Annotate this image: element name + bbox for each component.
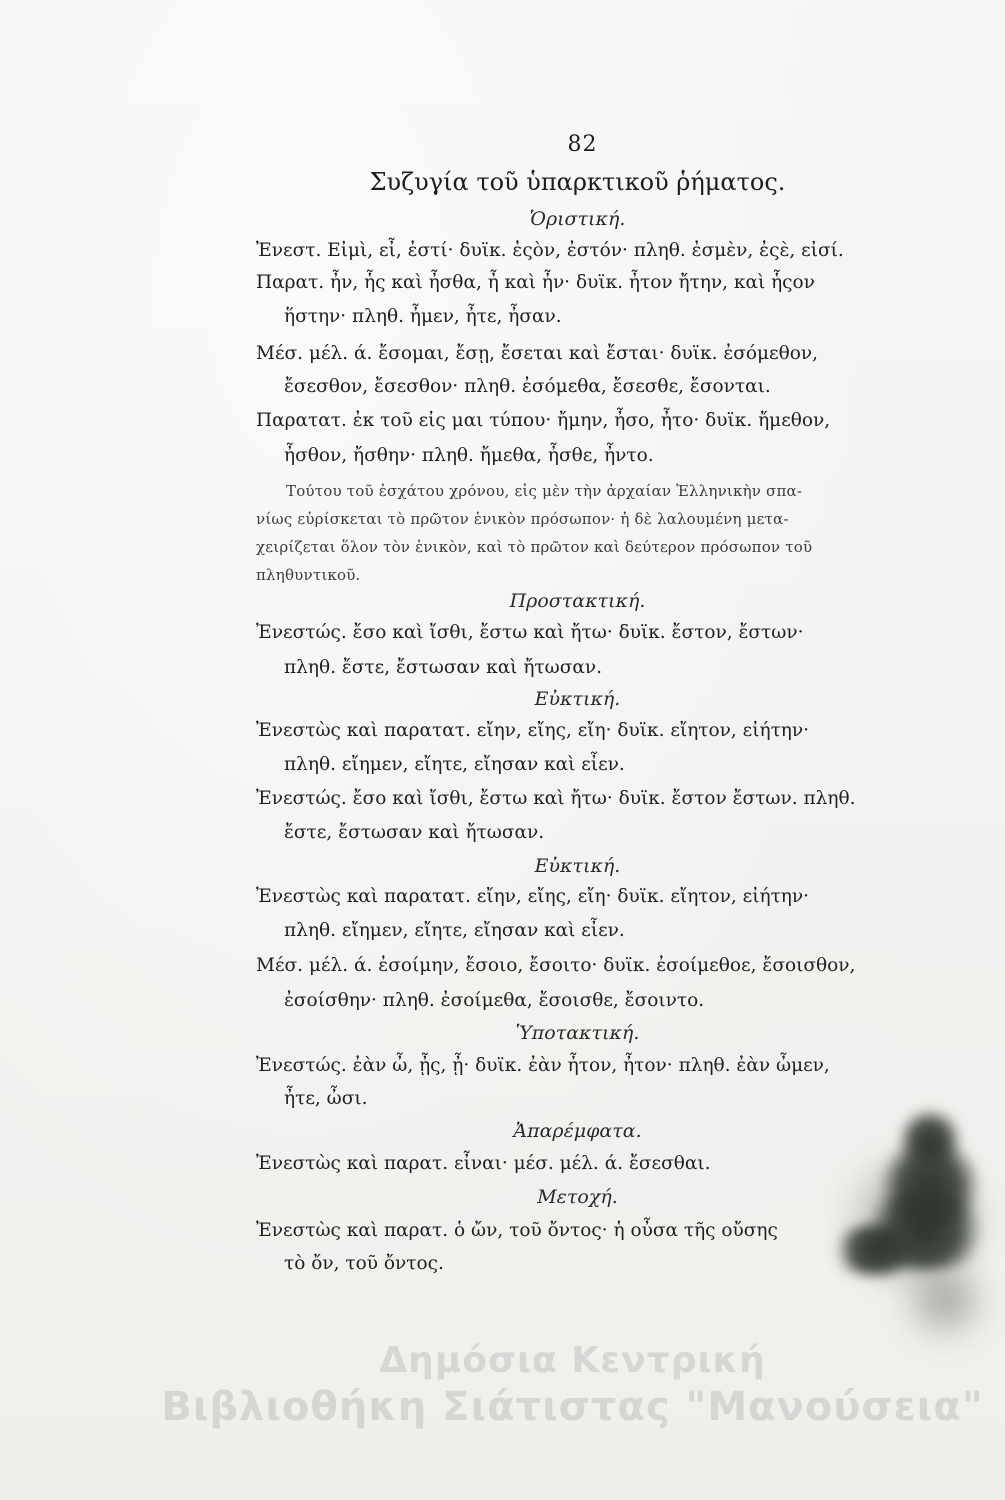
text-line: Ἐνεστὼς καὶ παρατ. εἶναι· μέσ. μέλ. ά. ἔσεσθαι. (256, 1153, 711, 1174)
text-line: πληθ. εἴημεν, εἴητε, εἴησαν καὶ εἶεν. (284, 754, 625, 775)
text-line: Παρατ. ἦν, ἧς καὶ ἦσθα, ἦ καὶ ἦν· δυϊκ. ἦτον ἤτην, καὶ ἧςον (256, 272, 815, 293)
text-line: Ἐνεστώς. ἐὰν ὦ, ᾖς, ᾖ· δυϊκ. ἐὰν ἦτον, ἦτον· πληθ. ἐὰν ὦμεν, (256, 1055, 830, 1076)
text-line: Μέσ. μέλ. ά. ἔσομαι, ἔσῃ, ἔσεται καὶ ἔσται· δυϊκ. ἐσόμεθον, (256, 343, 819, 364)
note-line: χειρίζεται ὅλον τὸν ἑνικὸν, καὶ τὸ πρῶτον καὶ δεύτερον πρόσωπον τοῦ (256, 538, 813, 556)
heading-aparemfata: Ἀπαρέμφατα. (513, 1120, 642, 1142)
heading-euktiki-1: Εὐκτική. (534, 688, 621, 710)
text-line: ἔστε, ἔστωσαν καὶ ἤτωσαν. (284, 822, 545, 843)
text-line: ἥστην· πληθ. ἦμεν, ἦτε, ἦσαν. (284, 306, 562, 327)
chapter-title: Συζυγία τοῦ ὑπαρκτικοῦ ῥήματος. (369, 168, 786, 196)
text-line: Ἐνεστώς. ἔσο καὶ ἴσθι, ἔστω καὶ ἤτω· δυϊκ. ἔστον ἔστων. πληθ. (256, 788, 856, 809)
text-line: ἦσθον, ἤσθην· πληθ. ἤμεθα, ἦσθε, ἦντο. (284, 445, 654, 466)
heading-ypotaktiki: Ὑποτακτική. (515, 1022, 640, 1044)
text-line: Ἐνεστώς. ἔσο καὶ ἴσθι, ἔστω καὶ ἤτω· δυϊκ. ἔστον, ἔστων· (256, 622, 804, 643)
text-line: ἔσεσθον, ἔσεσθον· πληθ. ἐσόμεθα, ἔσεσθε, ἔσονται. (284, 376, 771, 397)
text-line: Μέσ. μέλ. ά. ἐσοίμην, ἔσοιο, ἔσοιτο· δυϊκ. ἐσοίμεθοε, ἔσοισθον, (256, 955, 856, 976)
text-line: πληθ. ἔστε, ἔστωσαν καὶ ἤτωσαν. (284, 657, 602, 678)
page-number: 82 (567, 132, 598, 157)
text-line: ἐσοίσθην· πληθ. ἐσοίμεθα, ἔσοισθε, ἔσοιντο. (284, 990, 705, 1011)
text-line: Παρατατ. ἐκ τοῦ εἰς μαι τύπου· ἤμην, ἦσο, ἦτο· δυϊκ. ἤμεθον, (256, 410, 831, 431)
text-line: Ἐνεστ. Εἰμὶ, εἶ, ἐστί· δυϊκ. ἐςὸν, ἐστόν· πληθ. ἐσμὲν, ἐςὲ, εἰσί. (256, 240, 844, 261)
library-watermark-line-1: Δημόσια Κεντρική (379, 1340, 766, 1381)
heading-metochi: Μετοχή. (537, 1186, 618, 1208)
text-line: Ἐνεστὼς καὶ παρατατ. εἴην, εἴης, εἴη· δυϊκ. εἴητον, εἰήτην· (256, 720, 810, 741)
heading-euktiki-2: Εὐκτική. (534, 855, 621, 877)
note-line: νίως εὑρίσκεται τὸ πρῶτον ἑνικὸν πρόσωπον· ἡ δὲ λαλουμένη μετα- (256, 510, 789, 528)
library-watermark-line-2: Βιβλιοθήκη Σιάτιστας "Μανούσεια" (161, 1384, 984, 1430)
heading-prostaktiki: Προστακτική. (509, 590, 646, 612)
note-line: Τούτου τοῦ ἐσχάτου χρόνου, εἰς μὲν τὴν ἀρχαίαν Ἑλληνικὴν σπα- (286, 482, 803, 500)
text-line: Ἐνεστὼς καὶ παρατ. ὁ ὤν, τοῦ ὄντος· ἡ οὖσα τῆς οὔσης (256, 1220, 778, 1241)
text-line: πληθ. εἴημεν, εἴητε, εἴησαν καὶ εἶεν. (284, 920, 625, 941)
text-line: ἦτε, ὦσι. (284, 1088, 368, 1109)
text-line: Ἐνεστὼς καὶ παρατατ. εἴην, εἴης, εἴη· δυϊκ. εἴητον, εἰήτην· (256, 886, 810, 907)
heading-oristiki: Ὁριστική. (529, 208, 626, 230)
note-line: πληθυντικοῦ. (256, 566, 361, 584)
text-line: τὸ ὄν, τοῦ ὄντος. (284, 1253, 444, 1274)
